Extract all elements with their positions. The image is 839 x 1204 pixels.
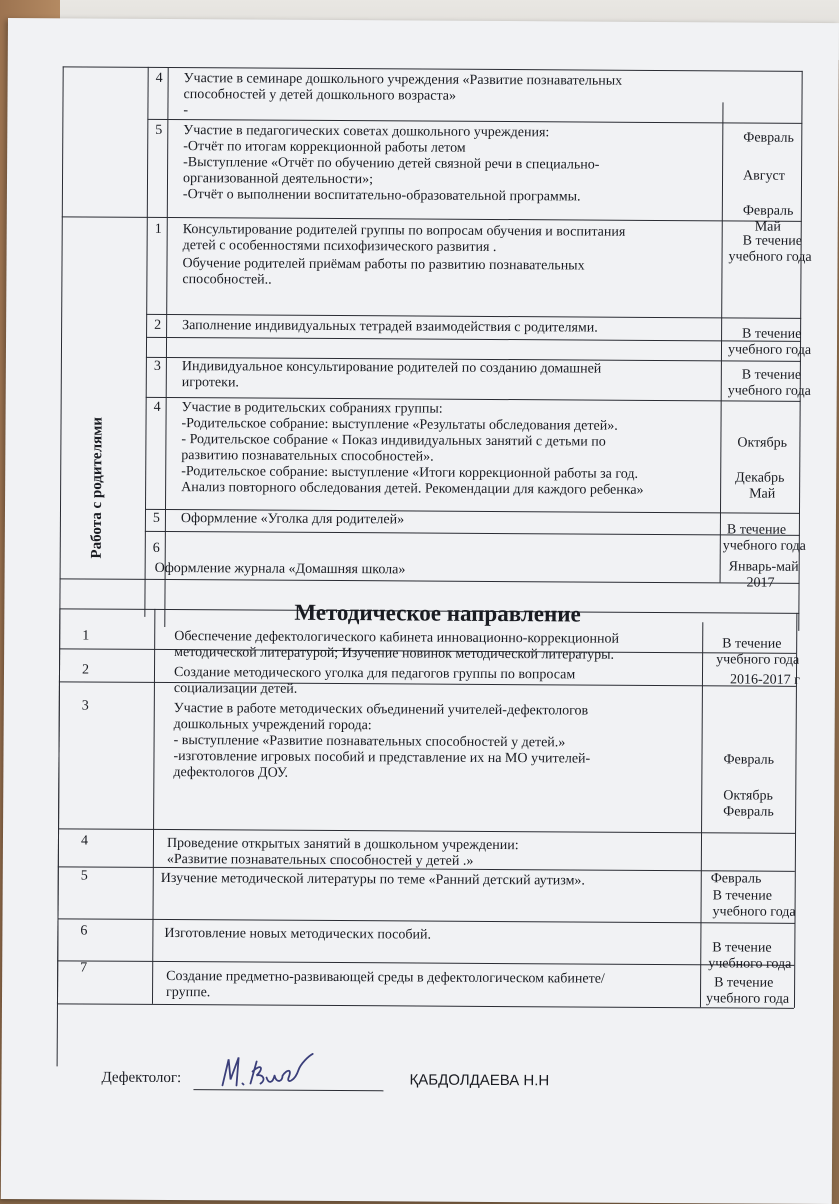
section-heading: Методическое направление [294,599,581,627]
row-text: организованной деятельности»; [182,171,374,188]
row-text: дефектологов ДОУ. [173,765,289,781]
row-date: учебного года [727,383,811,399]
row-number: 5 [155,122,163,138]
row-text: Участие в работе методических объединений учителей-дефектологов [173,701,589,719]
row-divider [145,531,800,536]
table-top-border [63,66,803,72]
row-number: 4 [153,399,161,415]
row-text: игротеки. [181,375,240,391]
row-number: 6 [80,923,88,939]
row-date: учебного года [727,342,812,358]
row-text: - выступление «Развитие познавательных способностей у детей.» [173,733,566,751]
row-number: 2 [154,317,162,333]
row-text: «Развитие познавательных способностей у детей .» [166,851,474,869]
row-number: 5 [152,510,160,526]
row-date: Октябрь [737,435,788,451]
row-text: развитию познавательных способностей». [181,448,434,465]
row-text: Консультирование родителей группы по вопросам обучения и воспитания [182,222,626,240]
row-text: Оформление журнала «Домашняя школа» [154,560,406,578]
row-number: 1 [82,628,90,644]
row-number: 6 [152,540,160,556]
row-text: детей с особенностями психофизического развития . [182,238,497,255]
row-date: учебного года [716,652,800,668]
row-number: 2 [81,662,90,678]
row-text: Участие в семинаре дошкольного учреждения «Развитие познавательных [183,71,623,89]
signature-label: Дефектолог: [101,1069,182,1087]
row-text: -Отчёт по итогам коррекционной работы летом [183,139,466,156]
row-date: 2016-2017 г [729,672,800,688]
row-date: учебного года [728,249,812,265]
handwritten-signature [216,1049,326,1095]
row-divider [60,578,800,584]
row-text: Создание предметно-развивающей среды в дефектологическом кабинете/ [166,968,605,987]
row-text: -изготовление игровых пособий и представление их на МО учителей- [173,749,591,767]
row-number: 5 [80,868,88,884]
row-number: 3 [153,358,161,374]
row-date: В течение [722,636,782,652]
row-date: Февраль [723,804,774,820]
row-text: методической литературой; Изучение новинок методической литературы. [174,645,615,663]
column-divider [164,67,168,627]
row-date: учебного года [705,991,790,1007]
row-text: Индивидуальное консультирование родителей по созданию домашней [181,359,602,377]
row-date: учебного года [712,904,796,920]
row-text: способностей у детей дошкольного возраста» [183,87,457,104]
row-date: 2017 [746,575,775,591]
row-date: В течение [712,940,772,956]
row-date: В течение [714,975,774,991]
row-date: В течение [712,888,772,904]
row-date: учебного года [722,538,806,554]
row-text: социализации детей. [173,681,298,697]
row-text: группе. [166,984,211,1001]
row-date: В течение [741,367,802,383]
row-text: -Родительское собрание: выступление «Итоги коррекционной работы за год. [181,464,639,482]
document-page [1,18,839,1204]
row-date: Май [754,219,781,235]
row-divider [58,828,795,834]
row-date: Январь-май [728,559,799,575]
row-text: Оформление «Уголка для родителей» [180,511,405,528]
row-date: Октябрь [723,788,773,804]
table-bottom-border [57,1003,794,1009]
row-number: 7 [80,960,88,976]
row-number: 4 [155,70,163,86]
row-text: -Родительское собрание: выступление «Результаты обследования детей». [181,416,618,434]
row-number: 1 [154,221,162,237]
row-text: -Отчёт о выполнении воспитательно-образовательной программы. [182,187,581,205]
row-date: Февраль [742,203,794,219]
row-text: Изготовление новых методических пособий. [164,925,432,943]
column-divider [720,102,724,582]
row-text: Участие в педагогических советах дошкольного учреждения: [183,123,550,141]
row-text: Участие в родительских собраниях группы: [181,400,443,417]
row-date: учебного года [708,956,792,972]
row-divider [57,960,794,966]
row-number: 4 [80,833,89,849]
row-text: -Выступление «Отчёт по обучению детей связной речи в специально- [183,155,600,173]
row-text: Обеспечение дефектологического кабинета инновационно-коррекционной [174,629,620,647]
row-text: способностей.. [182,272,272,288]
column-divider [144,67,148,617]
specialist-name: ҚАБДОЛДАЕВА Н.Н [409,1071,550,1090]
row-text: - Родительское собрание « Показ индивидуальных занятий с детьми по [181,432,606,450]
row-date: В течение [726,522,787,538]
row-date: В течение [742,326,802,342]
row-divider [146,337,801,342]
table-left-border [57,608,60,1003]
row-date: Февраль [743,130,794,146]
row-text: дошкольных учреждений города: [173,717,372,734]
row-divider [57,918,794,924]
row-number: 3 [81,698,89,714]
row-text: Проведение открытых занятий в дошкольном учреждении: [166,835,519,854]
row-text: Анализ повторного обследования детей. Рекомендации для каждого ребенка» [181,480,644,498]
row-date: Декабрь [735,470,785,486]
column-divider [152,609,155,1004]
row-date: Февраль [710,871,762,887]
row-divider [62,216,802,222]
row-date: В течение [742,233,802,249]
section-label-vertical: Работа с родителями [88,416,106,559]
row-text: Изучение методической литературы по теме «Ранний детский аутизм». [160,870,586,889]
row-text: Заполнение индивидуальных тетрадей взаимодействия с родителями. [182,318,598,336]
row-text: Обучение родителей приёмам работы по развитию познавательных [182,256,585,274]
row-text: Создание методического уголка для педагогов группы по вопросам [173,665,576,683]
row-text: - [183,103,189,119]
row-date: Май [749,486,776,502]
row-date: Февраль [723,752,775,768]
column-divider [700,622,703,1007]
plan-table [1,18,839,1204]
row-date: Август [743,168,785,184]
